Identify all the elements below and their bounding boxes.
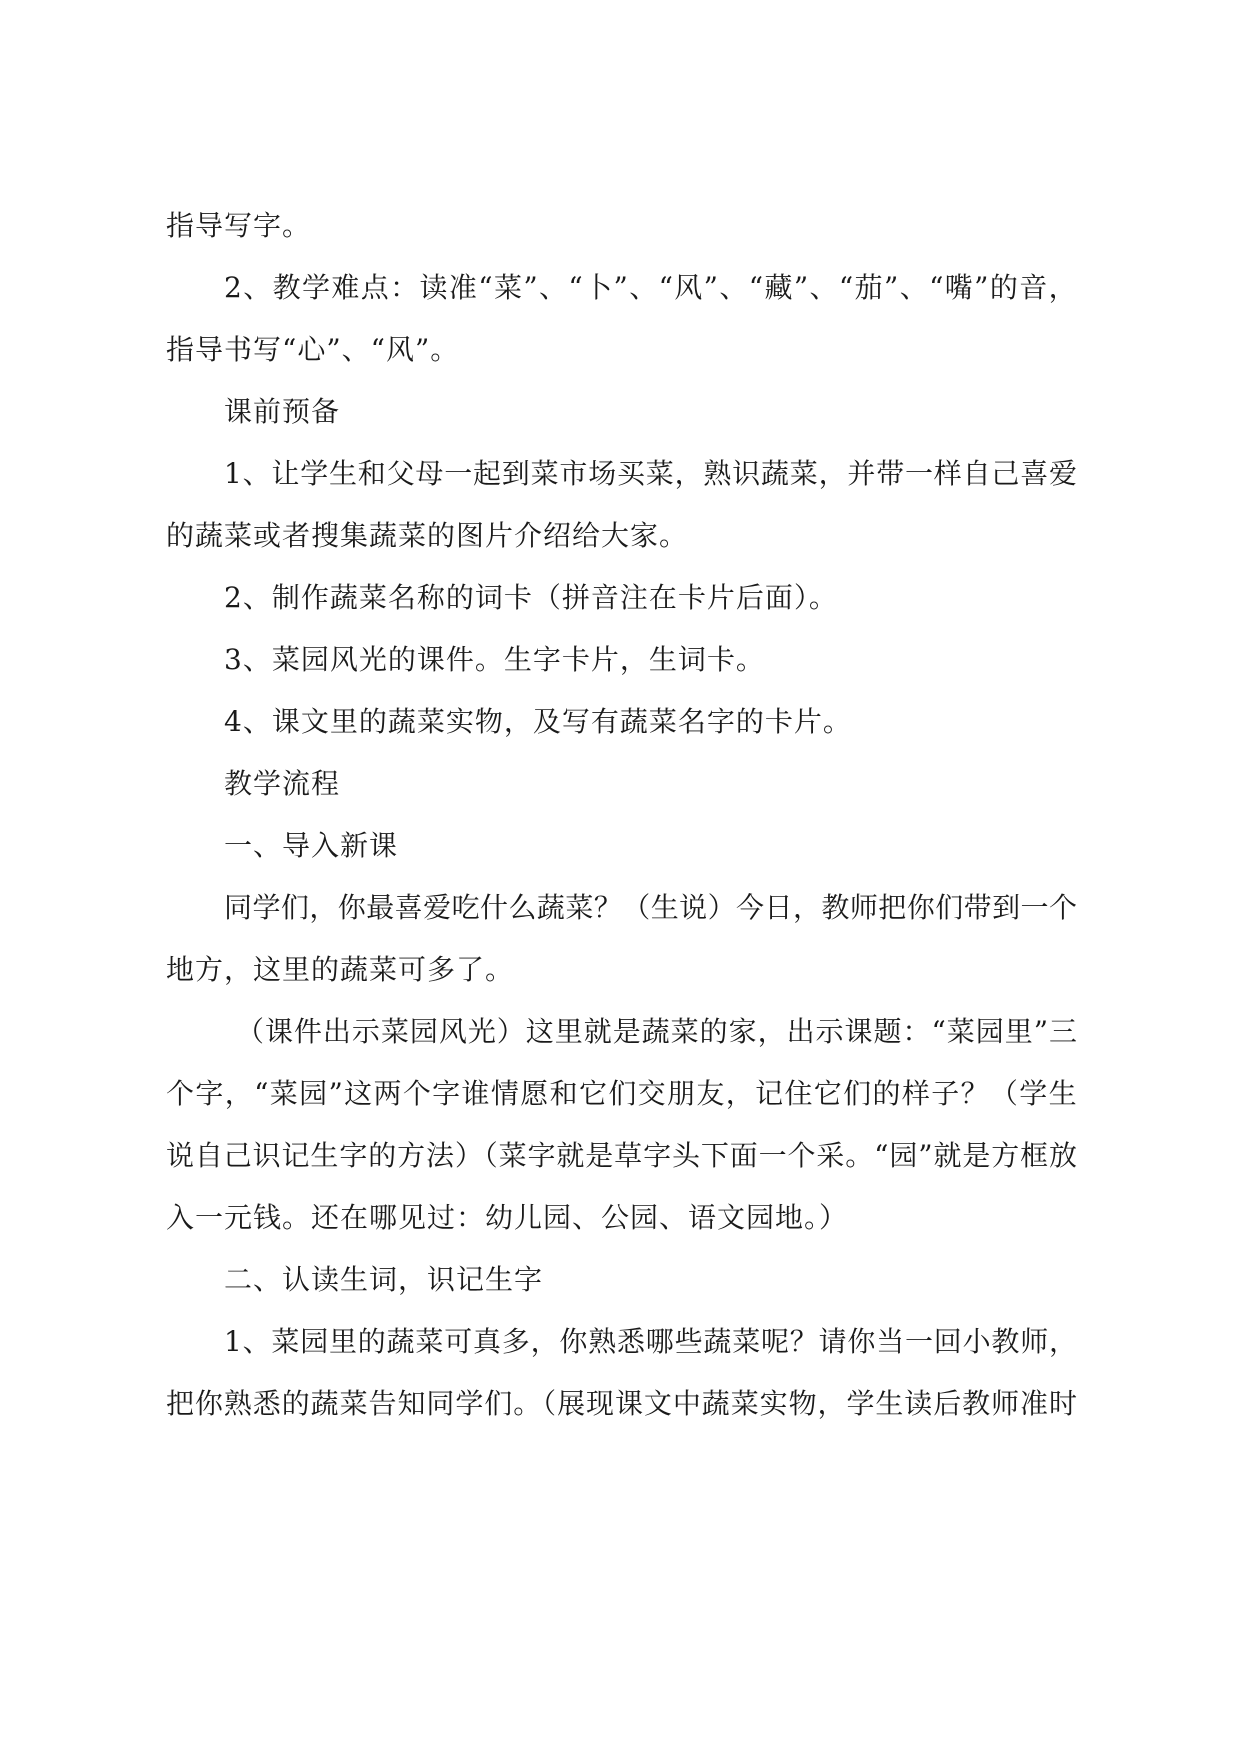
- text-line: 说自己识记生字的方法）（菜字就是草字头下面一个采。“园”就是方框放: [166, 1139, 1078, 1172]
- section-heading: 一、导入新课: [224, 829, 399, 862]
- text-line: 2、教学难点：读准“菜”、“卜”、“风”、“藏”、“茄”、“嘴”的音，: [224, 271, 1078, 304]
- text-line: 指导书写“心”、“风”。: [166, 333, 460, 366]
- text-line: 指导写字。: [166, 209, 312, 242]
- section-heading: 二、认读生词，识记生字: [224, 1263, 544, 1296]
- text-line: 4、课文里的蔬菜实物，及写有蔬菜名字的卡片。: [224, 705, 852, 738]
- text-line: 入一元钱。还在哪见过：幼儿园、公园、语文园地。）: [166, 1201, 849, 1234]
- text-line: 3、菜园风光的课件。生字卡片，生词卡。: [224, 643, 765, 676]
- text-line: 的蔬菜或者搜集蔬菜的图片介绍给大家。: [166, 519, 689, 552]
- text-line: 1、让学生和父母一起到菜市场买菜，熟识蔬菜，并带一样自己喜爱: [224, 457, 1078, 490]
- text-line: 个字，“菜园”这两个字谁情愿和它们交朋友，记住它们的样子？（学生: [166, 1077, 1078, 1110]
- section-heading: 教学流程: [224, 767, 341, 800]
- text-line: 2、制作蔬菜名称的词卡（拼音注在卡片后面）。: [224, 581, 838, 614]
- section-heading: 课前预备: [224, 395, 341, 428]
- text-line: 把你熟悉的蔬菜告知同学们。（展现课文中蔬菜实物，学生读后教师准时: [166, 1387, 1078, 1420]
- text-line: 1、菜园里的蔬菜可真多，你熟悉哪些蔬菜呢？请你当一回小教师，: [224, 1325, 1078, 1358]
- text-line: （课件出示菜园风光）这里就是蔬菜的家，出示课题：“菜园里”三: [236, 1015, 1078, 1048]
- document-body: [166, 195, 1078, 1435]
- text-line: 同学们，你最喜爱吃什么蔬菜？（生说）今日，教师把你们带到一个: [224, 891, 1078, 924]
- text-line: 地方，这里的蔬菜可多了。: [166, 953, 515, 986]
